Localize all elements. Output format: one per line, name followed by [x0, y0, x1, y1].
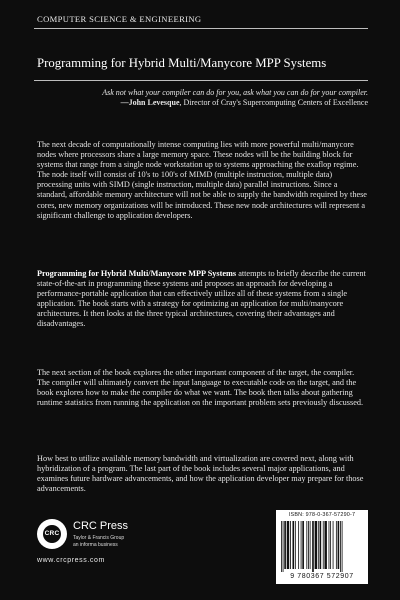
barcode-bar: [301, 521, 302, 569]
publisher-group: Taylor & Francis Group: [73, 535, 125, 541]
barcode-bar: [320, 521, 322, 569]
barcode-bar: [292, 521, 294, 569]
barcode-bar: [340, 521, 341, 572]
publisher-name: CRC Press: [73, 520, 129, 532]
barcode-bar: [306, 521, 307, 569]
barcode-bar: [315, 521, 317, 569]
barcode-bar: [295, 521, 296, 569]
quote-dash: —: [120, 98, 129, 108]
title-divider: [34, 80, 368, 81]
category-label: COMPUTER SCIENCE & ENGINEERING: [37, 14, 202, 24]
crc-press-logo: [37, 519, 67, 549]
barcode-bar: [283, 521, 284, 572]
barcode-bar: [333, 521, 334, 569]
barcode-digits: 9 780367 572907: [290, 573, 354, 580]
barcode-bar: [281, 521, 282, 572]
barcode-bar: [323, 521, 324, 569]
barcode-bar: [324, 521, 326, 569]
description-paragraph-2: [37, 269, 367, 330]
inline-book-title: Programming for Hybrid Multi/Manycore MPP Systems: [37, 269, 237, 278]
description-paragraph-4: How best to utilize available memory bandwidth and virtualization are covered next, along with hybridization of a program. The last part of the book includes several major applications, and examines future hardware advancements, and how the application developer may prepare for those advancements.: [37, 454, 364, 494]
top-divider: [34, 28, 368, 29]
barcode-bar: [336, 521, 337, 569]
description-paragraph-3: The next section of the book explores the other important component of the target, the compiler. The compiler will ultimately convert the input language to executable code on the target, and the book explores how to make the compiler do what we want. The book then talks about gathering runtime statistics from running the application on the important problem sets previously discussed.: [37, 368, 364, 408]
barcode-bar: [318, 521, 319, 569]
barcode-bar: [290, 521, 291, 569]
book-title: Programming for Hybrid Multi/Manycore MPP Systems: [37, 56, 327, 70]
barcode-bar: [302, 521, 304, 569]
quote-author: John Levesque: [128, 98, 180, 108]
quote-text: Ask not what your compiler can do for you, ask what you can do for your compiler.: [102, 88, 368, 97]
paragraph-2-text: attempts to briefly describe the current state-of-the-art in programming these systems and proposes an approach for developing a performance-portable application that can effectively utilize all of these systems from a single application. The book starts with a strategy for optimizing an application for multi/manycore architectures. It then looks at the three typical architectures, covering their advantages and disadvantages.: [37, 269, 366, 329]
barcode-bar: [310, 521, 311, 569]
barcode-bar: [284, 521, 286, 569]
epigraph: [34, 88, 368, 109]
quote-affiliation: , Director of Cray's Supercomputing Centers of Excellence: [179, 98, 368, 108]
barcode-bars: [280, 521, 364, 572]
barcode-bar: [342, 521, 343, 572]
quote-attribution: [34, 98, 368, 108]
logo-text: CRC: [44, 530, 60, 537]
publisher-parent: an informa business: [73, 542, 118, 548]
barcode-bar: [308, 521, 309, 569]
barcode-bar: [330, 521, 331, 569]
barcode-bar: [298, 521, 299, 569]
barcode-bar: [312, 521, 314, 572]
barcode-bar: [338, 521, 340, 569]
barcode-bar: [287, 521, 289, 569]
isbn-barcode: [276, 510, 368, 584]
publisher-website: www.crcpress.com: [37, 557, 105, 564]
isbn-number: ISBN: 978-0-367-57290-7: [288, 512, 356, 518]
barcode-bar: [329, 521, 330, 569]
description-paragraph-1: The next decade of computationally intense computing lies with more powerful multi/manycore nodes where processors share a large memory space. These nodes will be the building block for systems that range from a single node workstation up to systems approaching the exaflop regime. The node itself will consist of 10's to 100's of MIMD (multiple instruction, multiple data) processing units with SIMD (single instruction, multiple data) parallel instructions. Since a standard, affordable memory architecture will not be able to supply the bandwidth required by these cores, new memory organizations will be introduced. These new node architectures will represent a significant challenge to application developers.: [37, 140, 367, 220]
